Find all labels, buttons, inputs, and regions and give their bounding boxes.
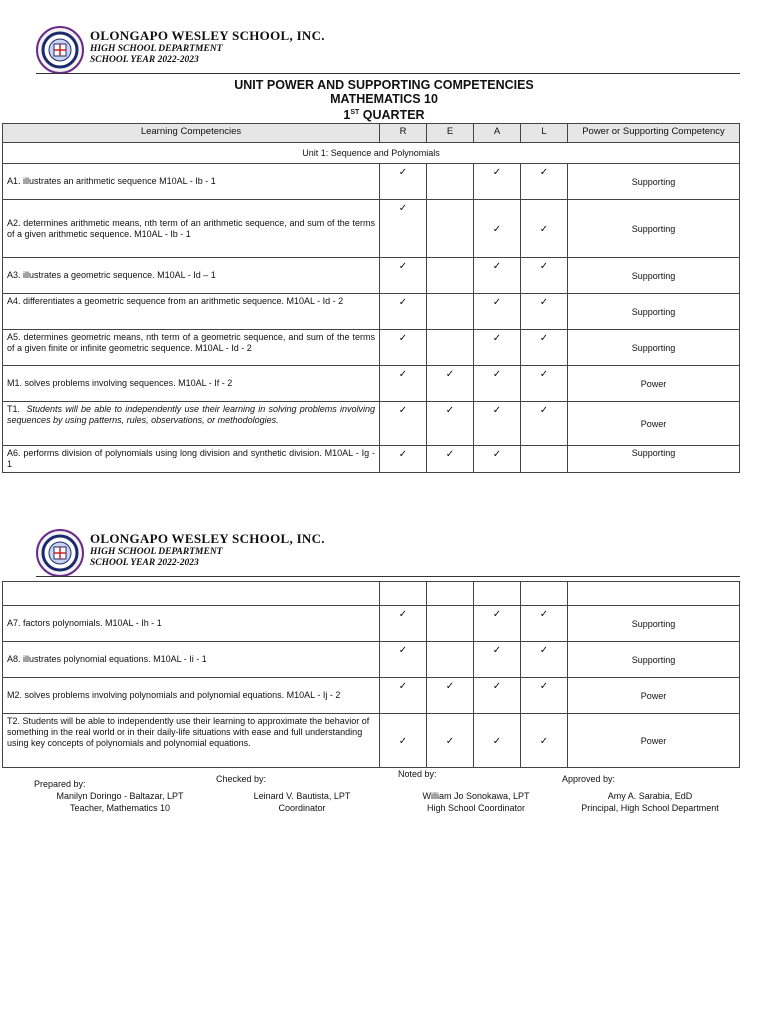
table-row xyxy=(3,678,740,714)
mark-r: ✓ xyxy=(380,642,427,678)
blank-cell xyxy=(3,582,380,606)
title-quarter: 1ST QUARTER xyxy=(343,108,425,123)
mark-r: ✓ xyxy=(380,446,427,473)
mark-a: ✓ xyxy=(474,330,521,366)
col-header-l: L xyxy=(521,124,568,143)
mark-r: ✓ xyxy=(380,164,427,200)
mark-l: ✓ xyxy=(521,366,568,402)
mark-l: ✓ xyxy=(521,258,568,294)
prepared-by-name xyxy=(30,790,210,814)
school-seal-icon xyxy=(36,529,84,577)
mark-a: ✓ xyxy=(474,446,521,473)
table-row xyxy=(3,294,740,330)
classification: Power xyxy=(568,678,740,714)
table-header-row xyxy=(3,124,740,143)
school-year: SCHOOL YEAR 2022-2023 xyxy=(90,55,199,65)
blank-cell xyxy=(474,582,521,606)
competency-text: A3. illustrates a geometric sequence. M10AL - Id – 1 xyxy=(3,258,380,294)
classification: Supporting xyxy=(568,294,740,330)
mark-l xyxy=(521,446,568,473)
mark-r: ✓ xyxy=(380,200,427,258)
school-name: OLONGAPO WESLEY SCHOOL, INC. xyxy=(90,531,325,546)
mark-r: ✓ xyxy=(380,258,427,294)
table-row xyxy=(3,714,740,768)
checked-name: Leinard V. Bautista, LPT xyxy=(253,791,351,801)
department-name: HIGH SCHOOL DEPARTMENT xyxy=(90,547,223,557)
department-name: HIGH SCHOOL DEPARTMENT xyxy=(90,44,223,54)
competency-table-continued xyxy=(2,581,740,768)
document-title xyxy=(0,78,768,122)
prepared-by-block xyxy=(34,778,86,790)
mark-e: ✓ xyxy=(427,714,474,768)
header-divider xyxy=(36,576,740,577)
classification: Power xyxy=(568,402,740,446)
mark-a: ✓ xyxy=(474,366,521,402)
mark-l: ✓ xyxy=(521,642,568,678)
noted-label: Noted by: xyxy=(398,769,437,779)
school-year: SCHOOL YEAR 2022-2023 xyxy=(90,558,199,568)
competency-text: A1. illustrates an arithmetic sequence M10AL - Ib - 1 xyxy=(3,164,380,200)
approved-by-name xyxy=(566,790,734,814)
mark-l: ✓ xyxy=(521,402,568,446)
mark-a: ✓ xyxy=(474,258,521,294)
mark-e: ✓ xyxy=(427,678,474,714)
mark-r: ✓ xyxy=(380,294,427,330)
competency-text: A7. factors polynomials. M10AL - Ih - 1 xyxy=(3,606,380,642)
checked-by-name xyxy=(222,790,382,814)
competency-text: M1. solves problems involving sequences. M10AL - If - 2 xyxy=(3,366,380,402)
mark-l: ✓ xyxy=(521,714,568,768)
mark-e: ✓ xyxy=(427,366,474,402)
approved-by-block xyxy=(562,773,615,785)
table-row xyxy=(3,164,740,200)
mark-a: ✓ xyxy=(474,402,521,446)
blank-row xyxy=(3,582,740,606)
mark-a: ✓ xyxy=(474,606,521,642)
mark-e xyxy=(427,294,474,330)
mark-l: ✓ xyxy=(521,200,568,258)
competency-text: A6. performs division of polynomials using long division and synthetic division. M10AL - Ig - 1 xyxy=(3,446,380,473)
blank-cell xyxy=(380,582,427,606)
mark-l: ✓ xyxy=(521,330,568,366)
title-line-1: UNIT POWER AND SUPPORTING COMPETENCIES xyxy=(234,78,534,92)
noted-by-block xyxy=(398,768,437,780)
table-row xyxy=(3,642,740,678)
table-row xyxy=(3,200,740,258)
school-seal-icon xyxy=(36,26,84,74)
prepared-name: Manilyn Doringo - Baltazar, LPT xyxy=(56,791,184,801)
school-header-page-2 xyxy=(36,529,736,579)
competency-text: A5. determines geometric means, nth term of a geometric sequence, and sum of the terms of a given finite or infinite geometric sequence. M10AL - Id - 2 xyxy=(3,330,380,366)
noted-name: William Jo Sonokawa, LPT xyxy=(422,791,530,801)
mark-e xyxy=(427,200,474,258)
classification: Supporting xyxy=(568,258,740,294)
blank-cell xyxy=(521,582,568,606)
mark-e: ✓ xyxy=(427,402,474,446)
checked-label: Checked by: xyxy=(216,774,267,784)
competency-text: M2. solves problems involving polynomials and polynomial equations. M10AL - Ij - 2 xyxy=(3,678,380,714)
competency-text: T2. Students will be able to independently use their learning to approximate the behavior of something in the real world or in their daily-life situations with ease and full understanding using key concepts of polynomials and polynomial equations. xyxy=(3,714,380,768)
mark-a: ✓ xyxy=(474,294,521,330)
col-header-e: E xyxy=(427,124,474,143)
approved-role: Principal, High School Department xyxy=(581,803,719,813)
mark-e xyxy=(427,606,474,642)
title-line-2: MATHEMATICS 10 xyxy=(330,92,438,106)
competency-table xyxy=(2,123,740,473)
mark-e xyxy=(427,642,474,678)
mark-l: ✓ xyxy=(521,678,568,714)
col-header-a: A xyxy=(474,124,521,143)
classification: Supporting xyxy=(568,642,740,678)
noted-role: High School Coordinator xyxy=(426,803,526,813)
mark-e xyxy=(427,258,474,294)
school-name: OLONGAPO WESLEY SCHOOL, INC. xyxy=(90,28,325,43)
mark-r: ✓ xyxy=(380,714,427,768)
competency-text: A2. determines arithmetic means, nth term of an arithmetic sequence, and sum of the terms of a given arithmetic sequence. M10AL - Ib - 1 xyxy=(3,200,380,258)
table-row xyxy=(3,258,740,294)
blank-cell xyxy=(568,582,740,606)
classification: Supporting xyxy=(568,164,740,200)
classification: Supporting xyxy=(568,200,740,258)
competency-text: T1. Students will be able to independently use their learning in solving problems involving sequences by using patterns, rules, observations, or methodologies. xyxy=(3,402,380,446)
table-row xyxy=(3,402,740,446)
mark-e xyxy=(427,330,474,366)
mark-r: ✓ xyxy=(380,606,427,642)
mark-r: ✓ xyxy=(380,402,427,446)
competency-text: A8. illustrates polynomial equations. M10AL - Ii - 1 xyxy=(3,642,380,678)
table-row xyxy=(3,330,740,366)
classification: Power xyxy=(568,714,740,768)
mark-a: ✓ xyxy=(474,714,521,768)
mark-r: ✓ xyxy=(380,366,427,402)
classification: Supporting xyxy=(568,330,740,366)
mark-a: ✓ xyxy=(474,678,521,714)
prepared-label: Prepared by: xyxy=(34,779,86,789)
unit-heading: Unit 1: Sequence and Polynomials xyxy=(3,143,740,164)
table-row xyxy=(3,366,740,402)
table-row xyxy=(3,446,740,473)
school-header xyxy=(36,26,736,76)
classification: Supporting xyxy=(568,446,740,473)
mark-l: ✓ xyxy=(521,606,568,642)
classification: Supporting xyxy=(568,606,740,642)
mark-r: ✓ xyxy=(380,678,427,714)
approved-label: Approved by: xyxy=(562,774,616,784)
mark-e xyxy=(427,164,474,200)
prepared-role: Teacher, Mathematics 10 xyxy=(69,803,171,813)
checked-by-block xyxy=(216,773,266,785)
mark-r: ✓ xyxy=(380,330,427,366)
table-row xyxy=(3,606,740,642)
mark-a: ✓ xyxy=(474,164,521,200)
mark-l: ✓ xyxy=(521,164,568,200)
unit-heading-row xyxy=(3,143,740,164)
noted-by-name xyxy=(396,790,556,814)
blank-cell xyxy=(427,582,474,606)
checked-role: Coordinator xyxy=(278,803,326,813)
mark-a: ✓ xyxy=(474,642,521,678)
mark-e: ✓ xyxy=(427,446,474,473)
col-header-classification: Power or Supporting Competency xyxy=(568,124,740,143)
classification: Power xyxy=(568,366,740,402)
approved-name: Amy A. Sarabia, EdD xyxy=(607,791,693,801)
col-header-r: R xyxy=(380,124,427,143)
mark-a: ✓ xyxy=(474,200,521,258)
header-divider xyxy=(36,73,740,74)
mark-l: ✓ xyxy=(521,294,568,330)
competency-text: A4. differentiates a geometric sequence from an arithmetic sequence. M10AL - Id - 2 xyxy=(3,294,380,330)
col-header-competencies: Learning Competencies xyxy=(3,124,380,143)
